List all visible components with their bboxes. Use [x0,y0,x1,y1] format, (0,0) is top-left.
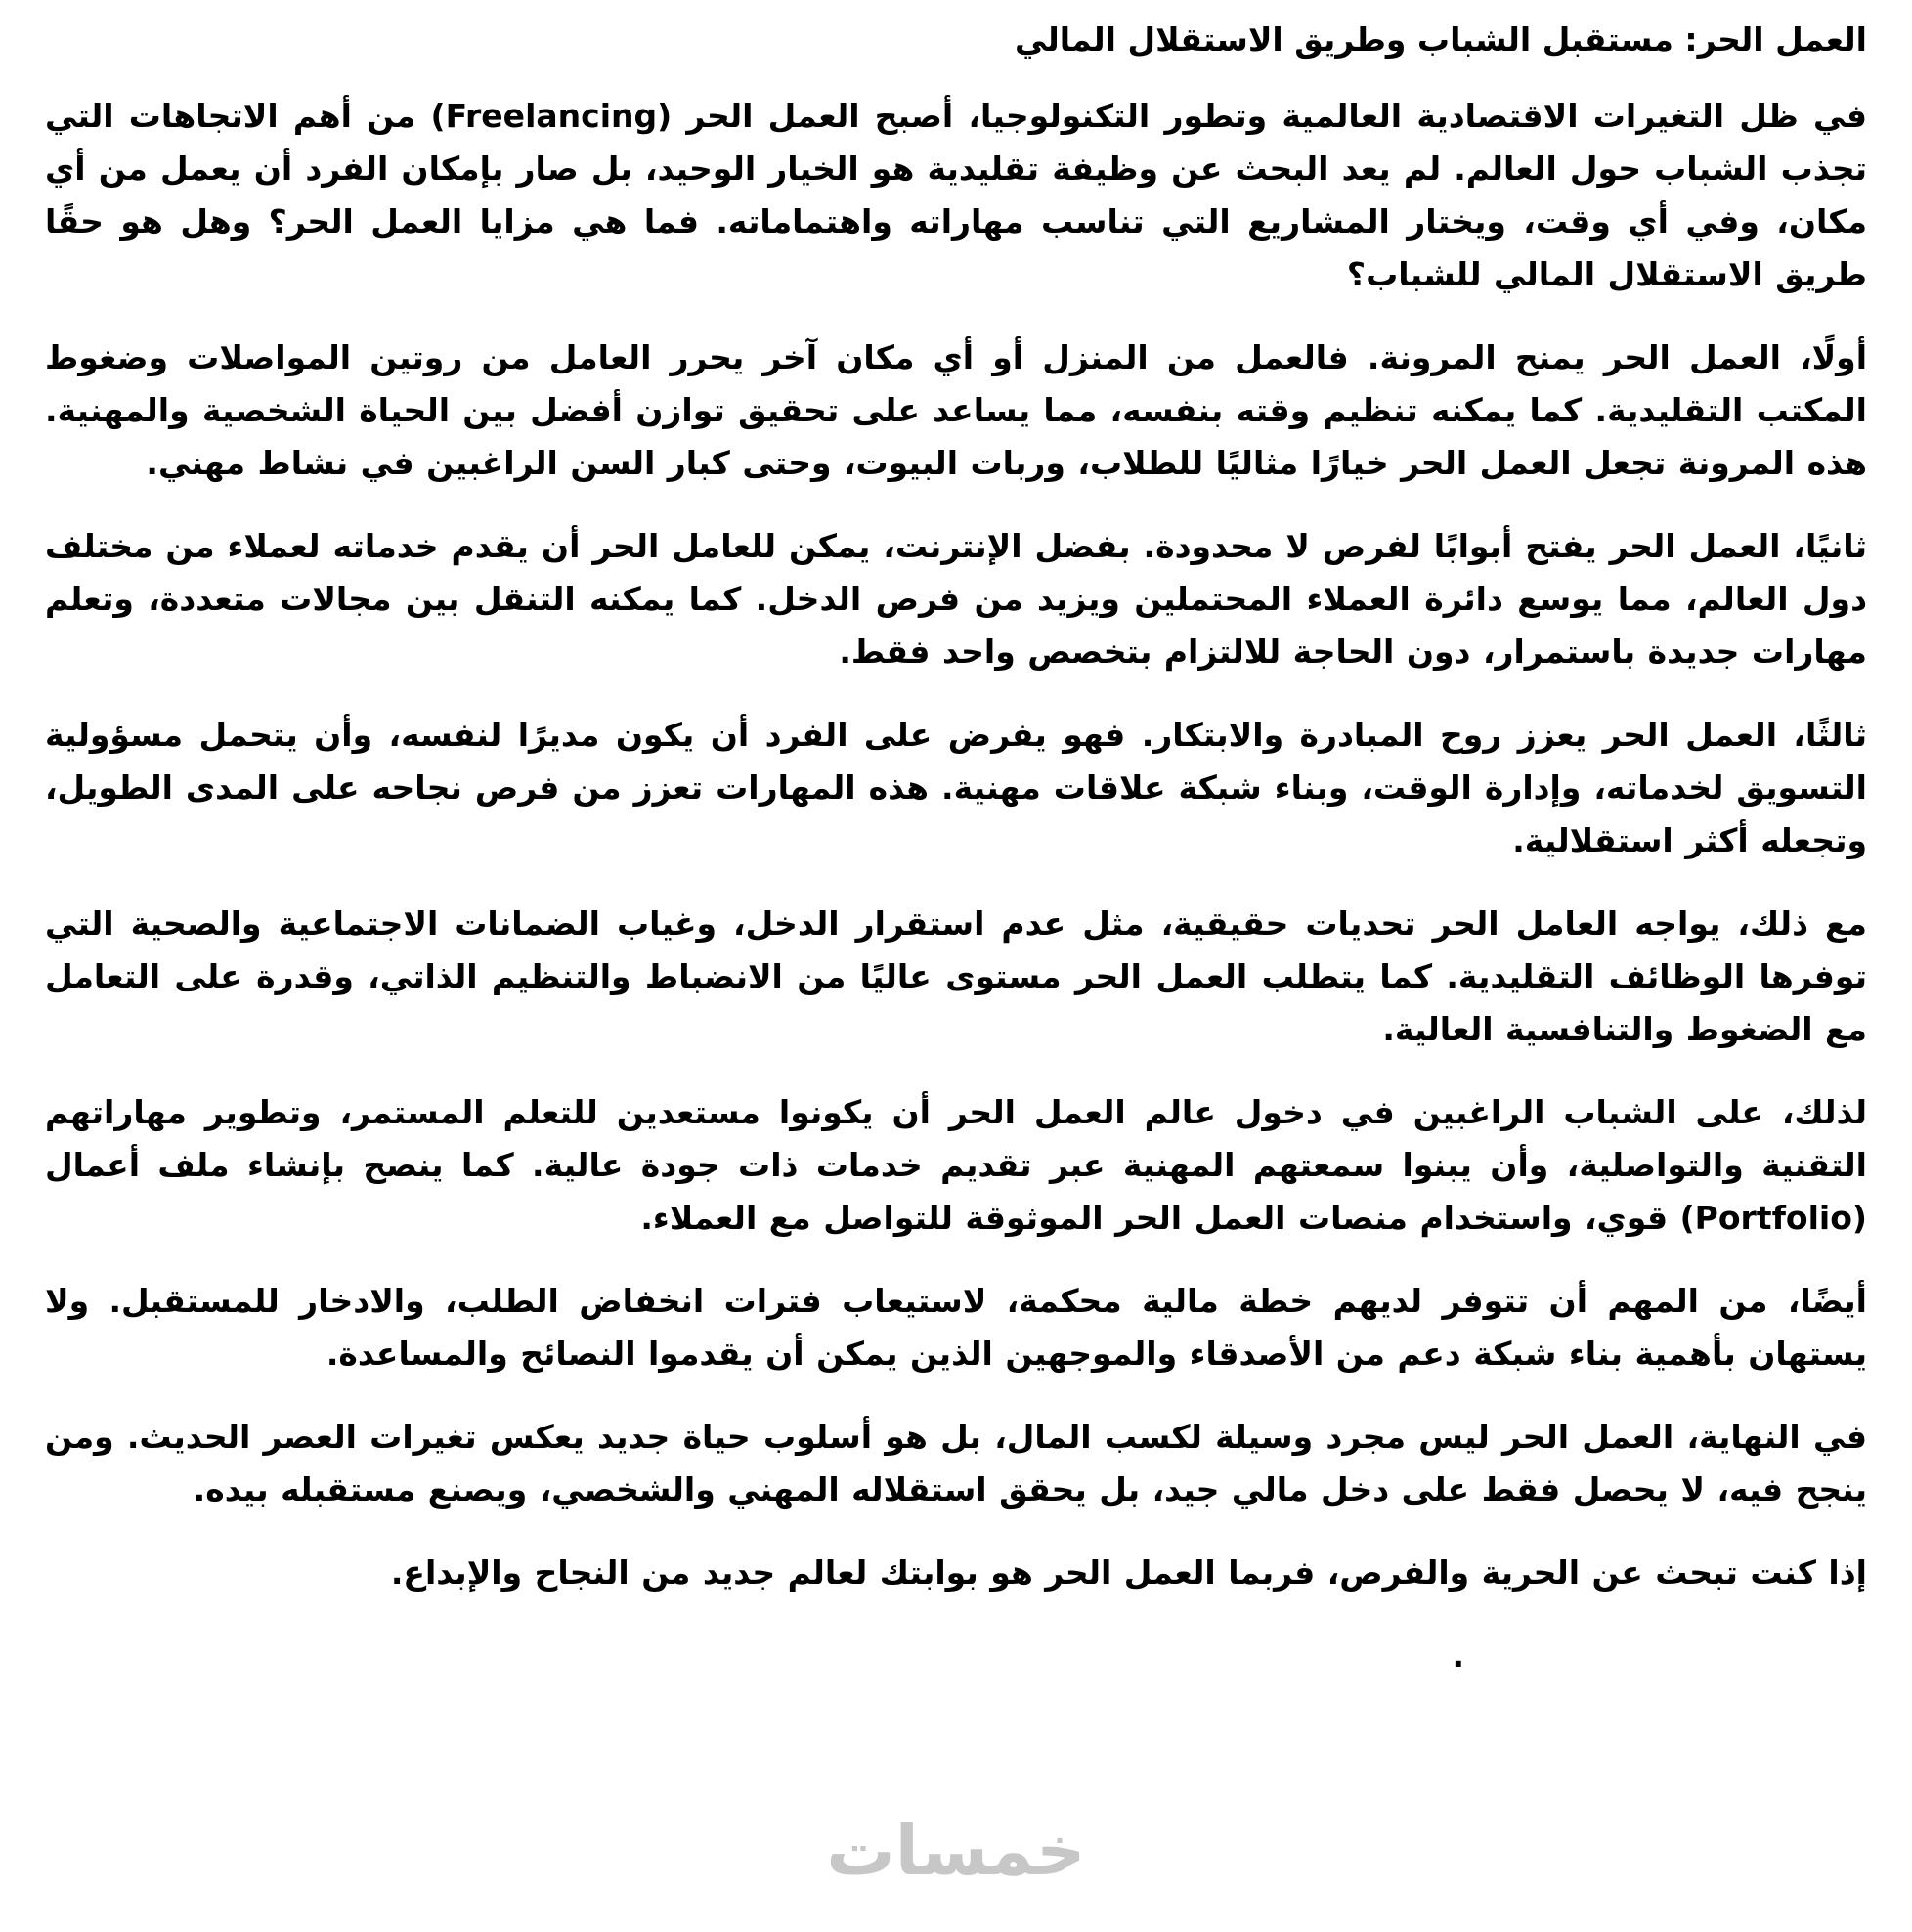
paragraph-flexibility: أولًا، العمل الحر يمنح المرونة. فالعمل من المنزل أو أي مكان آخر يحرر العامل من روتين المواصلات وضغوط المكتب التقليدية. كما يمكنه تنظيم وقته بنفسه، مما يساعد على تحقيق توازن أفضل بين الحياة الشخصية والمهنية. هذه المرونة تجعل العمل الحر خيارًا مثاليًا للطلاب، وربات البيوت، وحتى كبار السن الراغبين في نشاط مهني. [45,338,1867,482]
paragraph-closing: إذا كنت تبحث عن الحرية والفرص، فربما العمل الحر هو بوابتك لعالم جديد من النجاح والإبداع. [390,1554,1867,1592]
khamsat-watermark: خمسات [826,1811,1086,1891]
trailing-period: . [1452,1637,1464,1675]
paragraph-challenges: مع ذلك، يواجه العامل الحر تحديات حقيقية، مثل عدم استقرار الدخل، وغياب الضمانات الاجتماعية والصحية التي توفرها الوظائف التقليدية. كما يتطلب العمل الحر مستوى عاليًا من الانضباط والتنظيم الذاتي، وقدرة على التعامل مع الضغوط والتنافسية العالية. [45,904,1867,1048]
paragraph-financial-plan: أيضًا، من المهم أن تتوفر لديهم خطة مالية محكمة، لاستيعاب فترات انخفاض الطلب، والادخار للمستقبل. ولا يستهان بأهمية بناء شبكة دعم من الأصدقاء والموجهين الذين يمكن أن يقدموا النصائح والمساعدة. [45,1282,1867,1373]
paragraph-conclusion: في النهاية، العمل الحر ليس مجرد وسيلة لكسب المال، بل هو أسلوب حياة جديد يعكس تغيرات العصر الحديث. ومن ينجح فيه، لا يحصل فقط على دخل مالي جيد، بل يحقق استقلاله المهني والشخصي، ويصنع مستقبله بيده. [45,1418,1867,1509]
paragraph-advice: لذلك، على الشباب الراغبين في دخول عالم العمل الحر أن يكونوا مستعدين للتعلم المستمر، وتطوير مهاراتهم التقنية والتواصلية، وأن يبنوا سمعتهم المهنية عبر تقديم خدمات ذات جودة عالية. كما ينصح بإنشاء ملف أعمال (Portfolio) قوي، واستخدام منصات العمل الحر الموثوقة للتواصل مع العملاء. [45,1093,1867,1237]
paragraph-initiative: ثالثًا، العمل الحر يعزز روح المبادرة والابتكار. فهو يفرض على الفرد أن يكون مديرًا لنفسه، وأن يتحمل مسؤولية التسويق لخدماته، وإدارة الوقت، وبناء شبكة علاقات مهنية. هذه المهارات تعزز من فرص نجاحه على المدى الطويل، وتجعله أكثر استقلالية. [45,716,1867,859]
paragraph-intro: في ظل التغيرات الاقتصادية العالمية وتطور التكنولوجيا، أصبح العمل الحر (Freelancing) من أهم الاتجاهات التي تجذب الشباب حول العالم. لم يعد البحث عن وظيفة تقليدية هو الخيار الوحيد، بل صار بإمكان الفرد أن يعمل من أي مكان، وفي أي وقت، ويختار المشاريع التي تناسب مهاراته واهتماماته. فما هي مزايا العمل الحر؟ وهل هو حقًا طريق الاستقلال المالي للشباب؟ [45,97,1867,293]
paragraph-opportunities: ثانيًا، العمل الحر يفتح أبوابًا لفرص لا محدودة. بفضل الإنترنت، يمكن للعامل الحر أن يقدم خدماته لعملاء من مختلف دول العالم، مما يوسع دائرة العملاء المحتملين ويزيد من فرص الدخل. كما يمكنه التنقل بين مجالات متعددة، وتعلم مهارات جديدة باستمرار، دون الحاجة للالتزام بتخصص واحد فقط. [45,527,1867,671]
document-title: العمل الحر: مستقبل الشباب وطريق الاستقلال المالي [1014,21,1867,59]
